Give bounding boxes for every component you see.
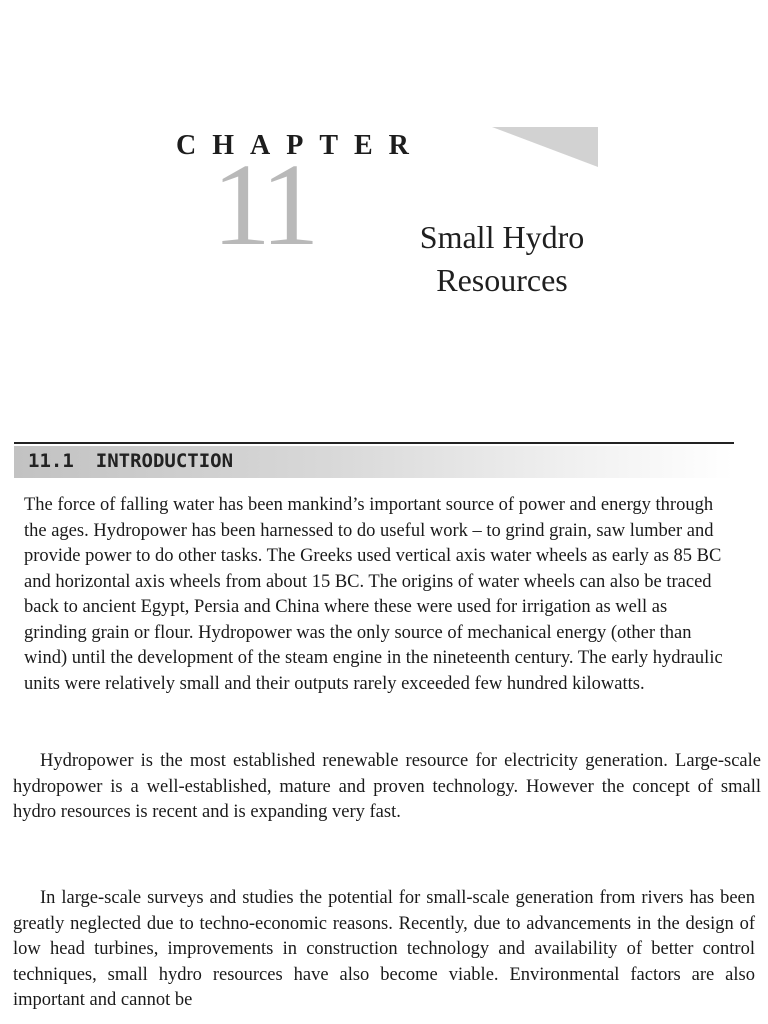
paragraph-3: In large-scale surveys and studies the potential for small-scale generation from rivers has been greatly neglected due to techno-economic reasons. Recently, due to advancements in the design of low head turbines, improvements in construction technology and availability of better control techniques, small hydro resources have also become viable. Environmental factors are also important and cannot be [13,888,755,1010]
chapter-title: Small Hydro Resources [419,219,585,298]
section-rule [14,442,734,444]
paragraph-1: The force of falling water has been mankind’s important source of power and energy through the ages. Hydropower has been harnessed to do useful work – to grind grain, saw lumber and provide power to do other tasks. The Greeks used vertical axis water wheels as early as 85 BC and horizontal axis wheels from about 15 BC. The origins of water wheels can also be traced back to ancient Egypt, Persia and China where these were used for irrigation as well as grinding grain or flour. Hydropower was the only source of mechanical energy (other than wind) until the development of the steam engine in the nineteenth century. The early hydraulic units were relatively small and their outputs rarely exceeded few hundred kilowatts. [24,495,723,694]
decorative-wedge-icon [492,127,598,167]
chapter-number: 11 [212,139,314,270]
paragraph-2: Hydropower is the most established renewable resource for electricity generation. Large-scale hydropower is a well-established, mature and proven technology. However the concept of small hydro resources is recent and is expanding very fast. [13,751,761,822]
section-heading [28,450,233,472]
section-number: 11.1 [28,450,74,472]
section-title: INTRODUCTION [95,450,234,472]
chapter-word: CHAPTER [176,130,425,161]
